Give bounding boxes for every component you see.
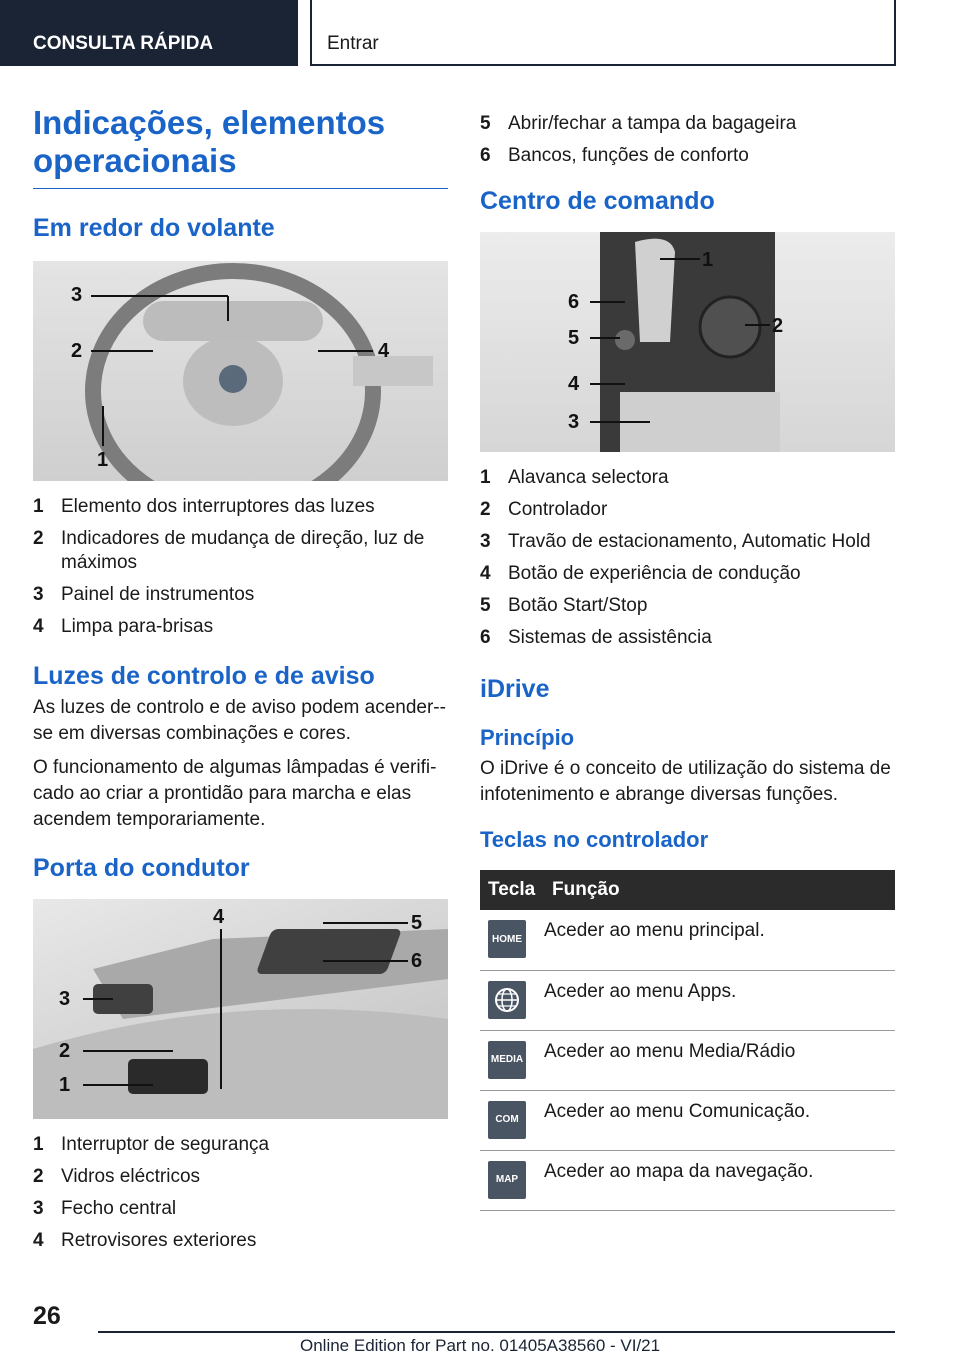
list-item <box>480 144 895 168</box>
table-row <box>480 1030 895 1090</box>
item-number: 2 <box>33 528 44 549</box>
item-number: 5 <box>480 113 491 134</box>
callout-2: 2 <box>59 1040 71 1062</box>
table-header-row <box>480 870 895 910</box>
item-number: 6 <box>480 627 491 648</box>
list-item <box>480 562 895 586</box>
section-label: Entrar <box>310 0 896 66</box>
callout-1: 1 <box>702 249 714 271</box>
list-item <box>33 1165 448 1189</box>
item-text: Botão Start/Stop <box>508 595 648 616</box>
right-column <box>480 104 895 1211</box>
function-cell: Aceder ao menu principal. <box>544 910 895 970</box>
item-number: 3 <box>33 584 44 605</box>
wheel-heading: Em redor do volante <box>33 214 275 242</box>
item-number: 2 <box>33 1166 44 1187</box>
item-number: 4 <box>480 563 491 584</box>
door-legend-continued <box>480 112 895 168</box>
list-item <box>33 583 448 607</box>
item-number: 2 <box>480 499 491 520</box>
media-key-icon: MEDIA <box>488 1041 526 1079</box>
item-text: Painel de instrumentos <box>61 584 255 605</box>
table-row <box>480 1150 895 1210</box>
center-heading: Centro de comando <box>480 187 715 215</box>
steering-wheel-image <box>33 261 448 481</box>
item-text: Vidros eléctricos <box>61 1166 201 1187</box>
list-item <box>480 112 895 136</box>
callout-5: 5 <box>411 912 423 934</box>
item-number: 1 <box>33 1134 44 1155</box>
list-item <box>33 615 448 639</box>
edition-text: Online Edition for Part no. 01405A38560 - VI/21 <box>300 1336 661 1355</box>
item-number: 5 <box>480 595 491 616</box>
callout-4: 4 <box>213 906 225 928</box>
door-heading: Porta do condutor <box>33 854 250 882</box>
item-text: Retrovisores exteriores <box>61 1230 257 1251</box>
callout-6: 6 <box>411 950 423 972</box>
callout-4: 4 <box>568 373 580 395</box>
left-column <box>33 104 448 1261</box>
controller-keys-table <box>480 870 895 1211</box>
controller-keys-heading: Teclas no controlador <box>480 827 709 852</box>
table-row <box>480 970 895 1030</box>
item-text: Elemento dos interruptores das luzes <box>61 496 375 517</box>
table-row <box>480 1090 895 1150</box>
callout-2: 2 <box>71 340 83 362</box>
column-header-function: Função <box>544 870 895 910</box>
callout-3: 3 <box>71 284 83 306</box>
function-cell: Aceder ao menu Media/Rádio <box>544 1030 895 1090</box>
function-cell: Aceder ao menu Apps. <box>544 970 895 1030</box>
page-title-line2: operacionais <box>33 142 237 179</box>
column-header-key: Tecla <box>480 870 544 910</box>
principle-paragraph: O iDrive é o conceito de utilização do sistema de infotenimento e abrange diversas funções. <box>480 758 891 805</box>
list-item <box>480 626 895 650</box>
footer-divider <box>98 1331 895 1333</box>
item-text: Sistemas de assistência <box>508 627 712 648</box>
page-header <box>0 0 960 66</box>
center-console-image <box>480 232 895 452</box>
item-text: Alavanca selectora <box>508 467 669 488</box>
table-row <box>480 910 895 970</box>
lights-paragraph-1: As luzes de controlo e de aviso podem acender--se em diversas combinações e cores. <box>33 697 446 744</box>
item-text: Limpa para-brisas <box>61 616 214 637</box>
item-text: Botão de experiência de condução <box>508 563 801 584</box>
list-item <box>33 527 448 575</box>
center-legend <box>480 466 895 650</box>
page-title <box>33 104 448 189</box>
item-text: Fecho central <box>61 1198 177 1219</box>
item-text: Bancos, funções de conforto <box>508 145 749 166</box>
principle-heading: Princípio <box>480 725 575 750</box>
list-item <box>480 466 895 490</box>
item-text: Interruptor de segurança <box>61 1134 270 1155</box>
list-item <box>480 530 895 554</box>
callout-2: 2 <box>772 315 784 337</box>
callout-3: 3 <box>568 411 580 433</box>
list-item <box>33 1197 448 1221</box>
callout-1: 1 <box>97 449 109 471</box>
com-key-icon: COM <box>488 1101 526 1139</box>
idrive-heading: iDrive <box>480 675 550 703</box>
callout-4: 4 <box>378 340 390 362</box>
door-legend <box>33 1133 448 1253</box>
callout-3: 3 <box>59 988 71 1010</box>
function-cell: Aceder ao mapa da navegação. <box>544 1150 895 1210</box>
function-cell: Aceder ao menu Comunicação. <box>544 1090 895 1150</box>
item-text: Abrir/fechar a tampa da bagageira <box>508 113 797 134</box>
lights-heading: Luzes de controlo e de aviso <box>33 662 375 690</box>
map-key-icon: MAP <box>488 1161 526 1199</box>
item-number: 4 <box>33 1230 44 1251</box>
callout-1: 1 <box>59 1074 71 1096</box>
item-number: 1 <box>480 467 491 488</box>
item-number: 4 <box>33 616 44 637</box>
page-number: 26 <box>33 1302 61 1330</box>
page-title-line1: Indicações, elementos <box>33 104 386 141</box>
item-number: 3 <box>33 1198 44 1219</box>
item-text: Controlador <box>508 499 608 520</box>
item-number: 1 <box>33 496 44 517</box>
driver-door-image <box>33 899 448 1119</box>
chapter-tab[interactable]: CONSULTA RÁPIDA <box>0 0 298 66</box>
list-item <box>33 1133 448 1157</box>
item-number: 6 <box>480 145 491 166</box>
list-item <box>480 594 895 618</box>
item-number: 3 <box>480 531 491 552</box>
list-item <box>480 498 895 522</box>
item-text: Travão de estacionamento, Automatic Hold <box>508 531 871 552</box>
apps-globe-icon <box>488 981 526 1019</box>
list-item <box>33 1229 448 1253</box>
lights-paragraph-2: O funcionamento de algumas lâmpadas é verifi-cado ao criar a prontidão para marcha e elas acendem temporariamente. <box>33 757 437 830</box>
callout-5: 5 <box>568 327 580 349</box>
item-text: Indicadores de mudança de direção, luz de máximos <box>61 528 425 573</box>
list-item <box>33 495 448 519</box>
home-key-icon: HOME <box>488 920 526 958</box>
callout-6: 6 <box>568 291 580 313</box>
wheel-legend <box>33 495 448 639</box>
